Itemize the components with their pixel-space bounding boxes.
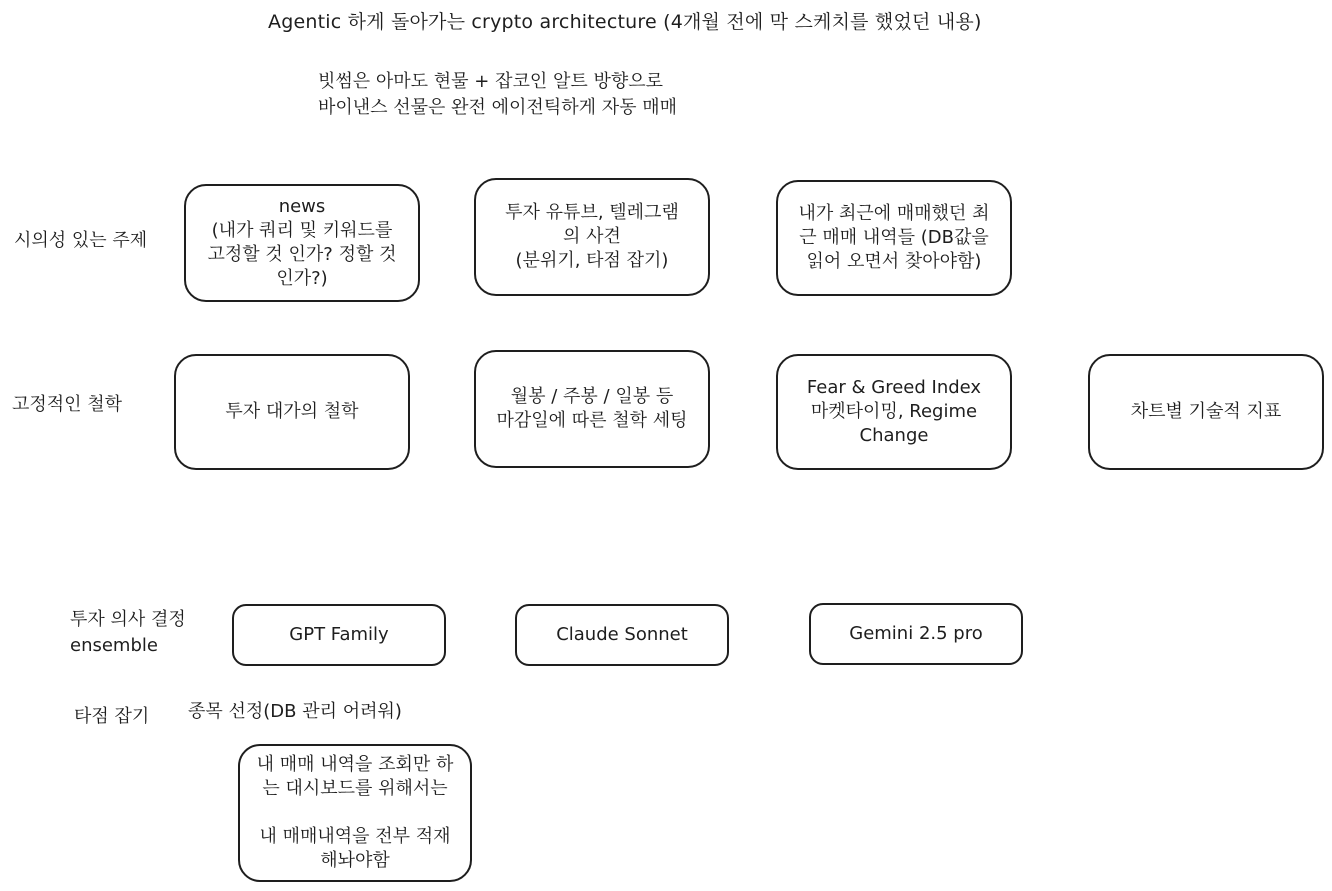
box-news-line: 고정할 것 인가? 정할 것 <box>207 244 397 265</box>
note-binance: 바이낸스 선물은 완전 에이전틱하게 자동 매매 <box>318 97 677 118</box>
box-youtube-line: (분위기, 타점 잡기) <box>515 250 669 271</box>
box-candle-philosophy-line: 마감일에 따른 철학 세팅 <box>496 410 688 431</box>
row-label-entry: 타점 잡기 <box>74 706 150 727</box>
box-gemini-pro-label: Gemini 2.5 pro <box>849 623 983 644</box>
box-fear-greed-line: Fear & Greed Index <box>806 377 982 398</box>
box-recent-trades-line: 근 매매 내역들 (DB값을 <box>799 227 989 248</box>
box-dashboard-line: 는 대시보드를 위해서는 <box>262 778 448 799</box>
box-master-philosophy-line: 투자 대가의 철학 <box>225 401 359 422</box>
note-bithumb: 빗썸은 아마도 현물 + 잡코인 알트 방향으로 <box>318 71 664 92</box>
box-youtube-line: 의 사견 <box>563 226 621 247</box>
box-claude-sonnet <box>515 604 729 666</box>
box-dashboard-line: 내 매매 내역을 조회만 하 <box>256 754 454 775</box>
box-youtube-telegram <box>474 178 710 296</box>
box-news-line: 인가?) <box>276 268 328 289</box>
box-news-line: news <box>278 196 326 217</box>
row-label-philosophy: 고정적인 철학 <box>12 394 123 415</box>
box-news <box>184 184 420 302</box>
box-gpt-family <box>232 604 446 666</box>
box-youtube-line: 투자 유튜브, 텔레그램 <box>505 202 679 223</box>
box-recent-trades-line: 읽어 오면서 찾아야함) <box>806 251 982 272</box>
box-dashboard-line <box>257 801 454 825</box>
entry-subtitle: 종목 선정(DB 관리 어려워) <box>188 701 402 722</box>
box-fear-greed-line: 마켓타이밍, Regime <box>810 401 978 422</box>
box-gpt-family-label: GPT Family <box>289 624 389 645</box>
box-claude-sonnet-label: Claude Sonnet <box>556 624 688 645</box>
box-gemini-pro <box>809 603 1023 665</box>
box-master-philosophy <box>174 354 410 470</box>
box-candle-philosophy <box>474 350 710 468</box>
row-label-ensemble: 투자 의사 결정 <box>70 609 186 630</box>
row-label-topical: 시의성 있는 주제 <box>14 230 148 251</box>
box-news-line: (내가 쿼리 및 키워드를 <box>211 220 393 241</box>
diagram-title: Agentic 하게 돌아가는 crypto architecture (4개월 전에 막 스케치를 했었던 내용) <box>268 11 982 33</box>
box-recent-trades <box>776 180 1012 296</box>
box-dashboard-note <box>238 744 472 882</box>
box-technical-indicators-line: 차트별 기술적 지표 <box>1130 401 1282 422</box>
box-technical-indicators <box>1088 354 1324 470</box>
box-fear-greed <box>776 354 1012 470</box>
box-dashboard-line: 내 매매내역을 전부 적재 <box>259 826 451 847</box>
box-candle-philosophy-line: 월봉 / 주봉 / 일봉 등 <box>510 386 674 407</box>
box-recent-trades-line: 내가 최근에 매매했던 최 <box>798 203 990 224</box>
row-label-ensemble-sub: ensemble <box>70 635 158 656</box>
box-fear-greed-line: Change <box>859 425 929 446</box>
box-dashboard-line: 해놔야함 <box>320 850 390 871</box>
